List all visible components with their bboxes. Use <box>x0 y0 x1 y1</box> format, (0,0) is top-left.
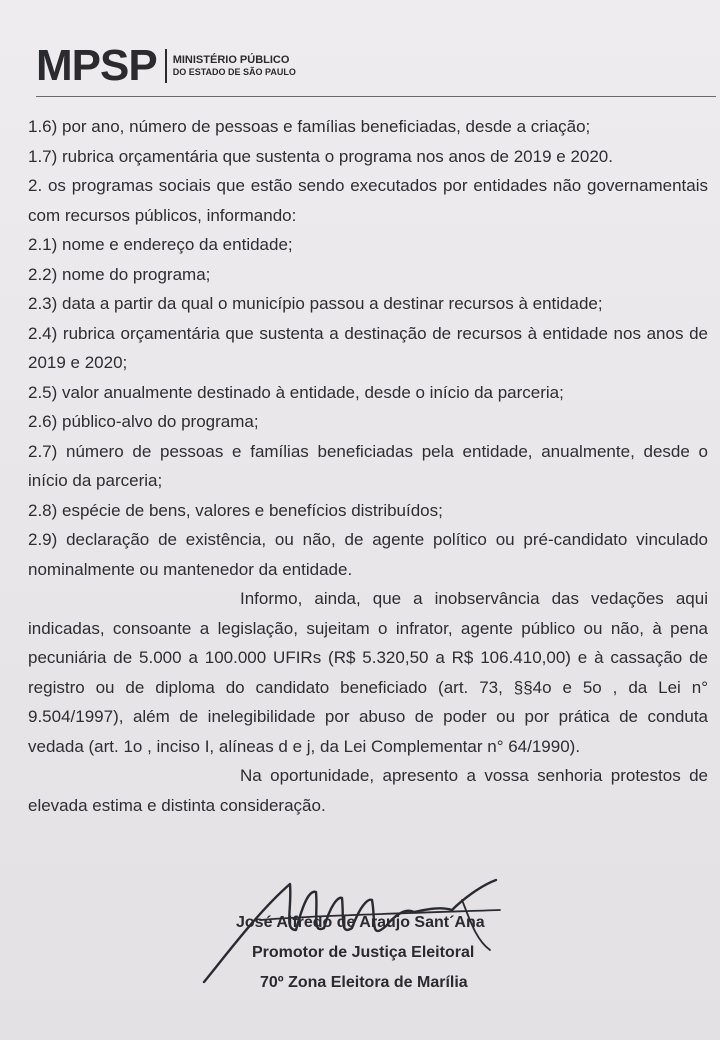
signer-title: Promotor de Justiça Eleitoral <box>252 944 475 961</box>
signature-block <box>236 908 485 998</box>
signer-zone: 70º Zona Eleitora de Marília <box>260 974 468 991</box>
logo-org-line1: MINISTÉRIO PÚBLICO <box>172 54 290 66</box>
item-2-1: 2.1) nome e endereço da entidade; <box>28 235 293 254</box>
item-2-9: 2.9) declaração de existência, ou não, de agente político ou pré-candidato vinculado nominalmente ou mantenedor da entidade. <box>28 530 708 579</box>
item-2-2: 2.2) nome do programa; <box>28 264 211 284</box>
paragraph-inform: Informo, ainda, que a inobservância das vedações aqui indicadas, consoante a legislação, sujeitam o infrator, agente público ou não, à pena pecuniária de 5.000 a 100.000 UFIRs (R$ 5.320,50 a R$ 106.410,00) e à cassação de registro ou de diploma do candidato beneficiado (art. 73, §§4o e 5o , da Lei n° 9.504/1997), além de inelegibilidade por abuso de poder ou por prática de conduta vedada (art. 1o , inciso I, alíneas d e j, da Lei Complementar n° 64/1990). <box>28 589 708 756</box>
logo-mark: MPSP <box>36 41 157 90</box>
item-2-5: 2.5) valor anualmente destinado à entidade, desde o início da parceria; <box>28 382 564 402</box>
logo-org-line2: DO ESTADO DE SÃO PAULO <box>172 67 296 77</box>
item-1-7: 1.7) rubrica orçamentária que sustenta o programa nos anos de 2019 e 2020. <box>28 146 613 166</box>
header-divider <box>36 96 716 97</box>
item-2: 2. os programas sociais que estão sendo executados por entidades não governamentais com recursos públicos, informando: <box>28 176 708 225</box>
item-2-6: 2.6) público-alvo do programa; <box>28 412 259 431</box>
item-2-8: 2.8) espécie de bens, valores e benefícios distribuídos; <box>28 500 443 520</box>
item-1-6: 1.6) por ano, número de pessoas e famílias beneficiadas, desde a criação; <box>28 117 591 136</box>
item-2-3: 2.3) data a partir da qual o município passou a destinar recursos à entidade; <box>28 294 603 313</box>
item-2-7: 2.7) número de pessoas e famílias beneficiadas pela entidade, anualmente, desde o início da parceria; <box>28 441 708 490</box>
paragraph-closing: Na oportunidade, apresento a vossa senhoria protestos de elevada estima e distinta consideração. <box>28 766 708 815</box>
logo-org-name <box>173 54 296 78</box>
logo-separator <box>165 49 167 83</box>
signer-name: José Alfredo de Araujo Sant´Ana <box>236 914 485 931</box>
mpsp-logo <box>36 41 296 90</box>
document-body <box>28 112 708 820</box>
item-2-4: 2.4) rubrica orçamentária que sustenta a destinação de recursos à entidade nos anos de 2019 e 2020; <box>28 323 708 372</box>
